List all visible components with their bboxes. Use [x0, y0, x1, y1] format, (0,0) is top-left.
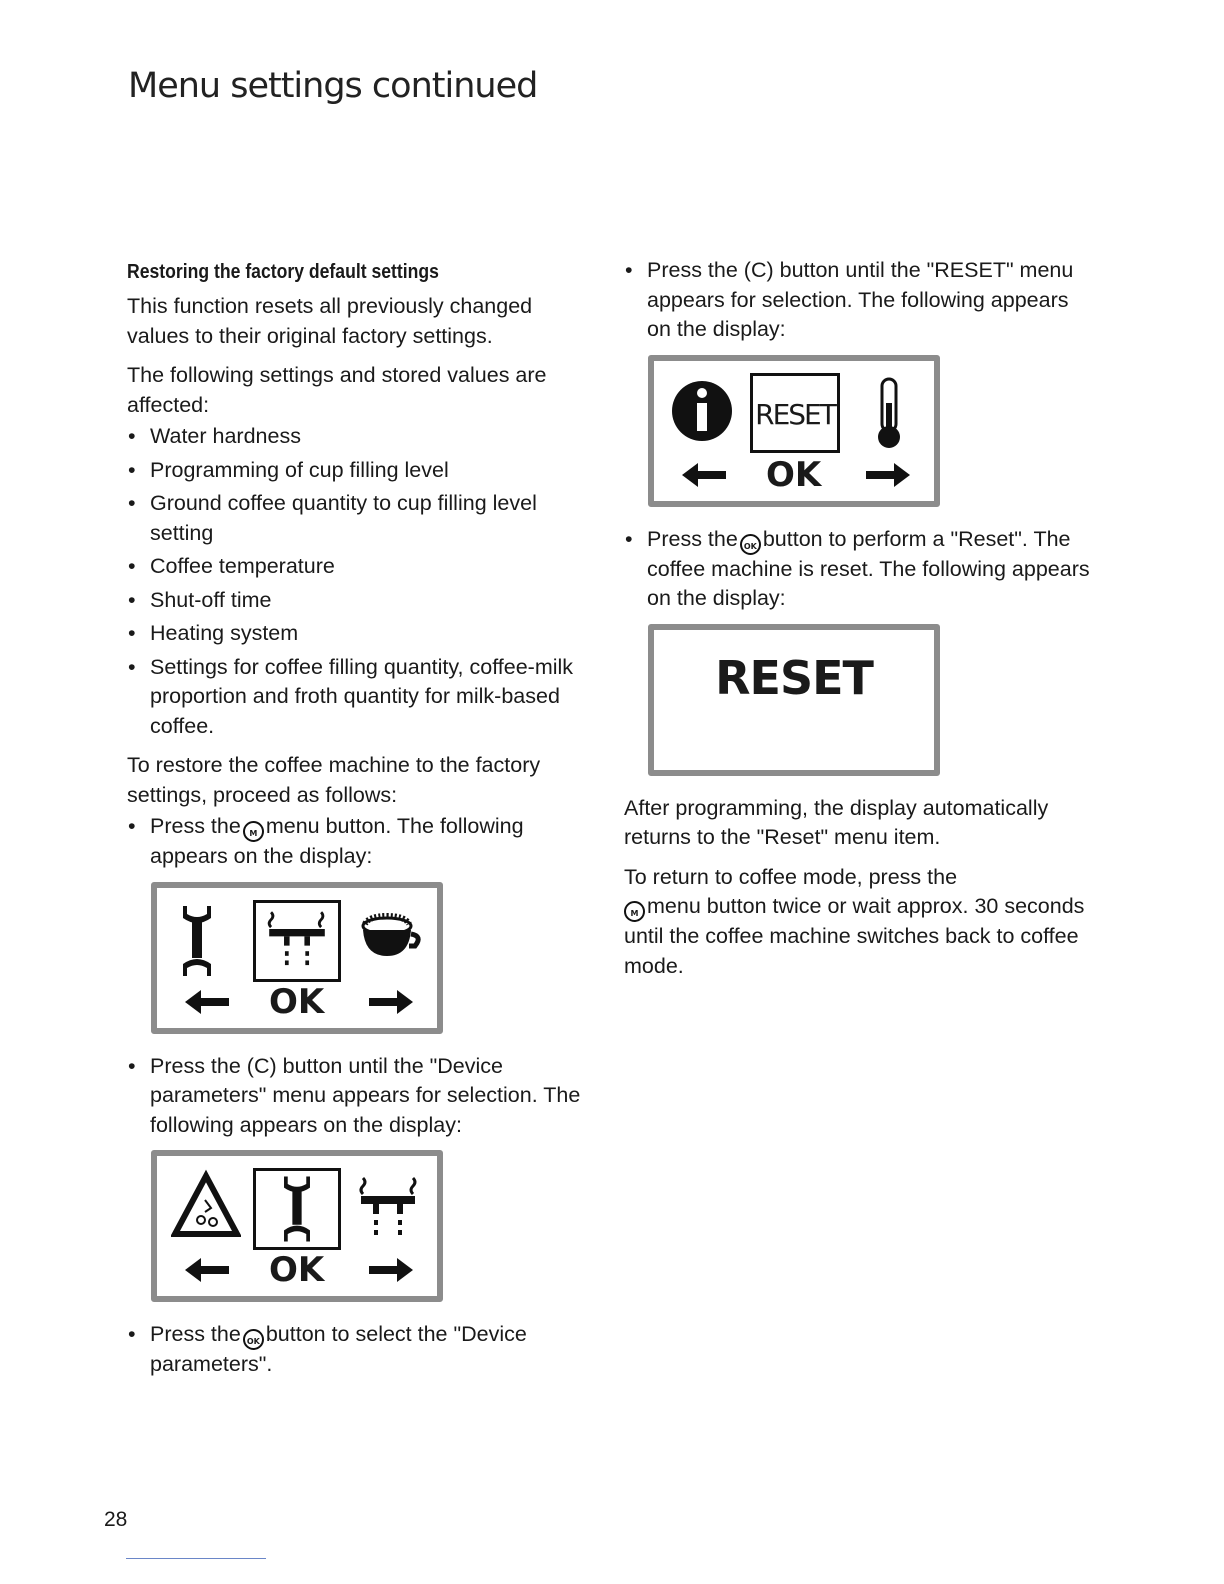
info-icon: [670, 373, 736, 455]
step-perform-reset: [624, 525, 1094, 614]
reset-menu-item: [750, 373, 840, 453]
m-button-icon: M: [624, 901, 645, 922]
coffee-cup-icon: [357, 900, 425, 982]
procedure-intro: To restore the coffee machine to the factory settings, proceed as follows:: [127, 753, 541, 807]
intro-paragraph: This function resets all previously changed values to their original factory settings.: [127, 294, 533, 348]
return-paragraph: [624, 863, 1094, 982]
list-item: • Shut-off time: [127, 586, 597, 616]
page-title: Menu settings continued: [128, 66, 538, 106]
step-text: Press the: [647, 526, 738, 551]
step-text: Press the: [150, 1322, 241, 1346]
list-item: • Water hardness: [127, 422, 597, 452]
arrow-left-icon: [680, 461, 728, 489]
step-text: Press the: [150, 814, 241, 838]
wrench-icon: [253, 1168, 341, 1250]
step-text: button to select the "Device parameters".: [150, 1322, 527, 1376]
right-column: [624, 256, 1094, 991]
procedure-steps: [127, 1052, 597, 1141]
descale-warning-icon: [171, 1168, 241, 1250]
affected-intro: The following settings and stored values are affected:: [127, 363, 547, 417]
procedure-steps: [127, 1320, 597, 1380]
coffee-dispenser-icon: [353, 1168, 423, 1250]
page-number: 28: [104, 1508, 128, 1531]
lcd-display-main-menu: [151, 882, 443, 1034]
arrow-right-icon: [367, 1256, 415, 1284]
step-menu-button: [127, 812, 597, 872]
affected-list: [127, 422, 597, 741]
reset-big-label: RESET: [715, 650, 873, 705]
after-programming-paragraph: After programming, the display automatically returns to the "Reset" menu item.: [624, 795, 1049, 849]
wrench-icon: [167, 900, 227, 982]
section-heading: Restoring the factory default settings: [127, 261, 439, 283]
arrow-left-icon: [183, 1256, 231, 1284]
left-column: [127, 256, 597, 1390]
step-select-device-parameters: [127, 1320, 597, 1380]
ok-label: OK: [766, 454, 822, 495]
reset-item-label: RESET: [755, 397, 835, 431]
ok-label: OK: [269, 1250, 325, 1290]
procedure-steps: [624, 525, 1094, 614]
footer-rule: [126, 1558, 266, 1559]
lcd-display-reset-menu: [648, 355, 940, 507]
lcd-display-reset-confirmation: [648, 624, 940, 776]
lcd-nav-bar: [157, 982, 437, 1022]
coffee-dispenser-icon: [253, 900, 341, 982]
step-text: button to perform a "Reset". The coffee machine is reset. The following appears on the display:: [647, 526, 1090, 610]
list-item: • Settings for coffee filling quantity, coffee-milk proportion and froth quantity for milk-based coffee.: [127, 653, 597, 742]
lcd-display-device-parameters: [151, 1150, 443, 1302]
paragraph-text: menu button twice or wait approx. 30 seconds until the coffee machine switches back to coffee mode.: [624, 894, 1085, 978]
arrow-left-icon: [183, 988, 231, 1016]
arrow-right-icon: [864, 461, 912, 489]
list-item: • Programming of cup filling level: [127, 456, 597, 486]
arrow-right-icon: [367, 988, 415, 1016]
step-reset-menu: • Press the (C) button until the "RESET" menu appears for selection. The following appears on the display:: [624, 256, 1094, 345]
ok-button-icon: OK: [243, 1329, 264, 1350]
list-item: • Coffee temperature: [127, 552, 597, 582]
paragraph-text: To return to coffee mode, press the: [624, 864, 958, 889]
lcd-nav-bar: [157, 1250, 437, 1290]
list-item: • Ground coffee quantity to cup filling level setting: [127, 489, 597, 548]
thermometer-icon: [864, 373, 914, 455]
step-text: menu button. The following appears on the display:: [150, 814, 524, 868]
list-item: • Heating system: [127, 619, 597, 649]
m-button-icon: M: [243, 821, 264, 842]
ok-label: OK: [269, 981, 325, 1022]
procedure-steps: [127, 812, 597, 872]
step-device-parameters: • Press the (C) button until the "Device parameters" menu appears for selection. The following appears on the display:: [127, 1052, 597, 1141]
procedure-steps: [624, 256, 1094, 345]
lcd-nav-bar: [654, 455, 934, 495]
ok-button-icon: OK: [740, 534, 761, 555]
